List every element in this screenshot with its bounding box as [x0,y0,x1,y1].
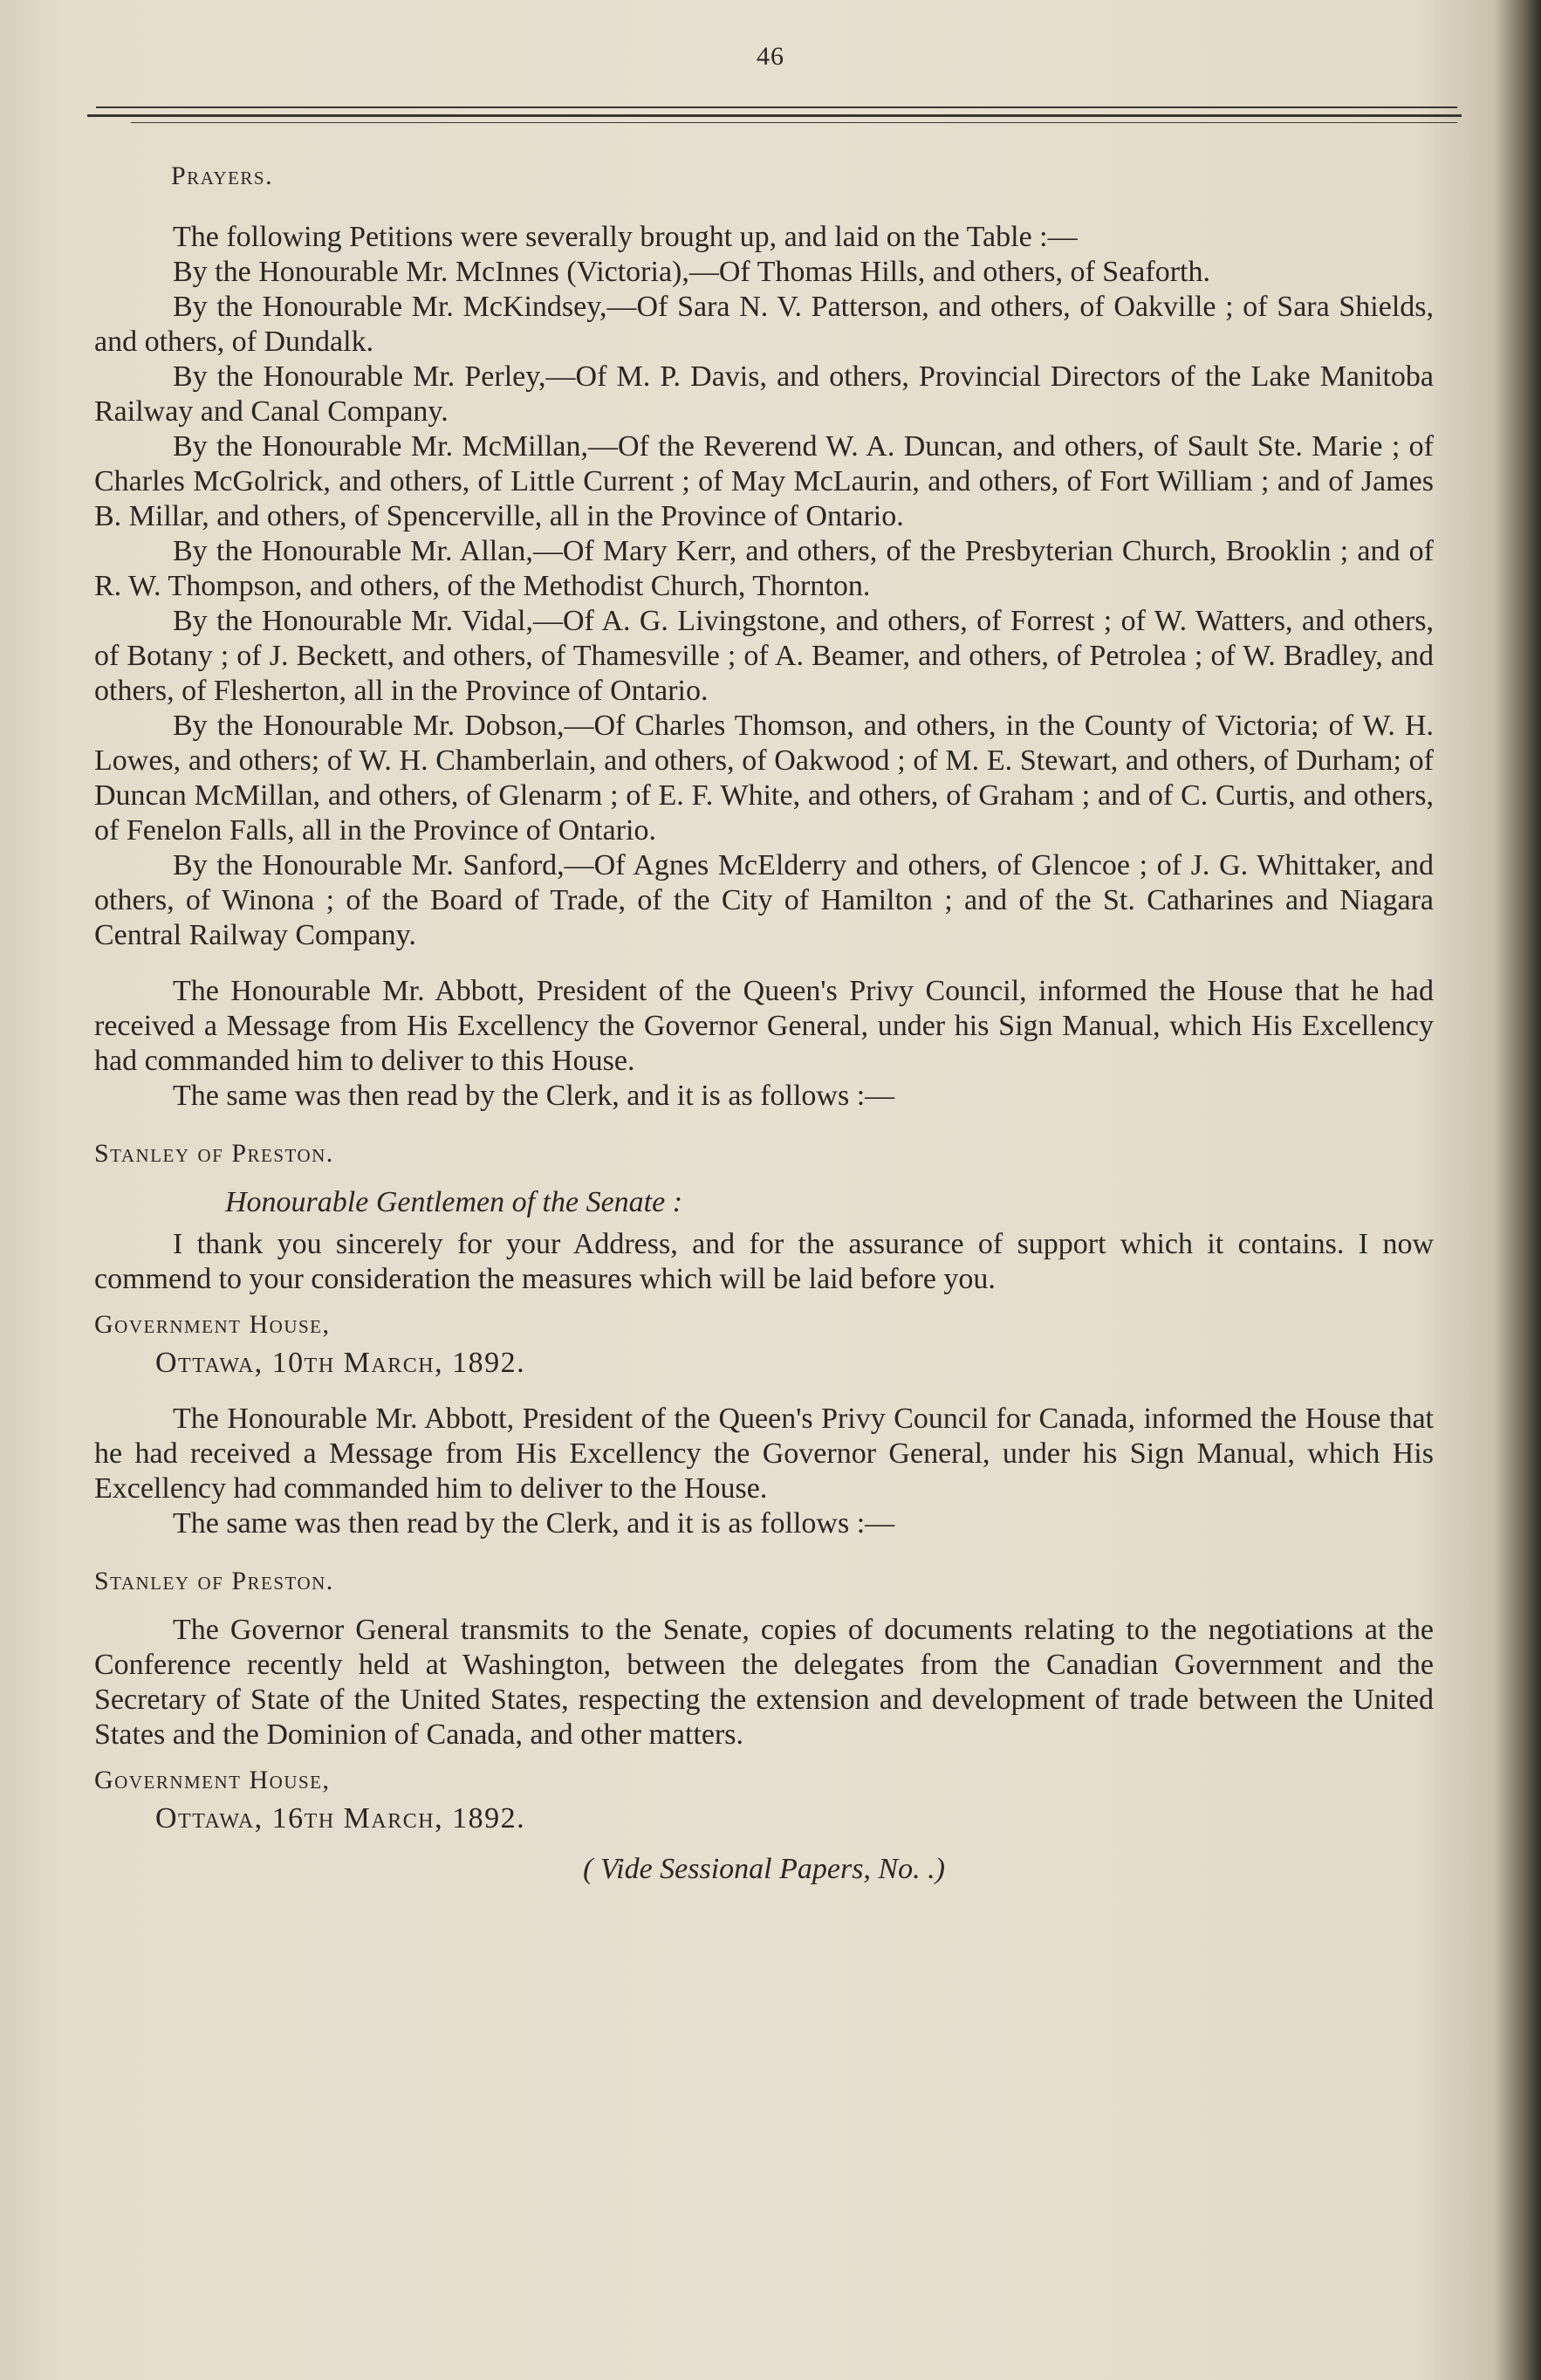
message-1-intro: The Honourable Mr. Abbott, President of the Queen's Privy Council, informed the House that he had received a Message from His Excellency the Governor General, under his Sign Manual, which His Excellency had commanded him to deliver to this House. [94,975,1434,1077]
message-1-signature: Stanley of Preston. [94,1139,334,1168]
message-1-read: The same was then read by the Clerk, and it is as follows :— [173,1080,895,1112]
petitions-intro: The following Petitions were severally brought up, and laid on the Table :— [173,221,1078,253]
header-rule-middle [87,114,1462,117]
petition-paragraph: By the Honourable Mr. Dobson,—Of Charles Thomson, and others, in the County of Victoria; of W. H. Lowes, and others; of W. H. Chamberlain, and others, of Oakwood ; of M. E. Stewart, and others, of Durham; of Duncan McMillan, and others, of Glenarm ; of E. F. White, and others, of Graham ; and of C. Curtis, and others, of Fenelon Falls, all in the Province of Ontario. [94,710,1434,847]
petition-paragraph: By the Honourable Mr. Allan,—Of Mary Kerr, and others, of the Presbyterian Church, Brooklin ; and of R. W. Thompson, and others, of the Methodist Church, Thornton. [94,535,1434,602]
message-2-read: The same was then read by the Clerk, and it is as follows :— [173,1507,895,1540]
message-2-date: Ottawa, 16th March, 1892. [155,1802,526,1835]
message-2-body: The Governor General transmits to the Senate, copies of documents relating to the negotiations at the Conference recently held at Washington, between the delegates from the Canadian Government and the Secretary of State of the United States, respecting the extension and development of trade between the United States and the Dominion of Canada, and other matters. [94,1614,1434,1751]
message-2-signature: Stanley of Preston. [94,1567,334,1595]
message-1-address: Honourable Gentlemen of the Senate : [225,1186,683,1218]
petition-paragraph: By the Honourable Mr. Sanford,—Of Agnes McElderry and others, of Glencoe ; of J. G. Whittaker, and others, of Winona ; of the Board of Trade, of the City of Hamilton ; and of the St. Catharines and Niagara Central Railway Company. [94,849,1434,951]
petition-paragraph: By the Honourable Mr. McInnes (Victoria),—Of Thomas Hills, and others, of Seaforth. [173,256,1210,288]
message-2-place: Government House, [94,1766,331,1794]
section-heading: Prayers. [171,161,274,190]
petition-paragraph: By the Honourable Mr. McMillan,—Of the Reverend W. A. Duncan, and others, of Sault Ste. Marie ; of Charles McGolrick, and others, of Little Current ; of May McLaurin, and others, of Fort William ; and of James B. Millar, and others, of Spencerville, all in the Province of Ontario. [94,430,1434,532]
message-1-body: I thank you sincerely for your Address, and for the assurance of support which it contains. I now commend to your consideration the measures which will be laid before you. [94,1228,1434,1295]
vide-sessional-papers: ( Vide Sessional Papers, No. .) [583,1853,945,1885]
message-1-place: Government House, [94,1310,331,1339]
header-rule-bottom [131,122,1457,123]
page-number: 46 [757,42,784,71]
petition-paragraph: By the Honourable Mr. Vidal,—Of A. G. Livingstone, and others, of Forrest ; of W. Watters, and others, of Botany ; of J. Beckett, and others, of Thamesville ; of A. Beamer, and others, of Petrolea ; of W. Bradley, and others, of Flesherton, all in the Province of Ontario. [94,605,1434,707]
page-body [94,140,1434,1887]
petition-paragraph: By the Honourable Mr. Perley,—Of M. P. Davis, and others, Provincial Directors of the Lake Manitoba Railway and Canal Company. [94,360,1434,428]
petition-paragraph: By the Honourable Mr. McKindsey,—Of Sara N. V. Patterson, and others, of Oakville ; of Sara Shields, and others, of Dundalk. [94,291,1434,358]
message-2-intro: The Honourable Mr. Abbott, President of the Queen's Privy Council for Canada, informed the House that he had received a Message from His Excellency the Governor General, under his Sign Manual, which His Excellency had commanded him to deliver to the House. [94,1403,1434,1505]
header-rule-top [96,106,1457,108]
message-1-date: Ottawa, 10th March, 1892. [155,1347,526,1379]
